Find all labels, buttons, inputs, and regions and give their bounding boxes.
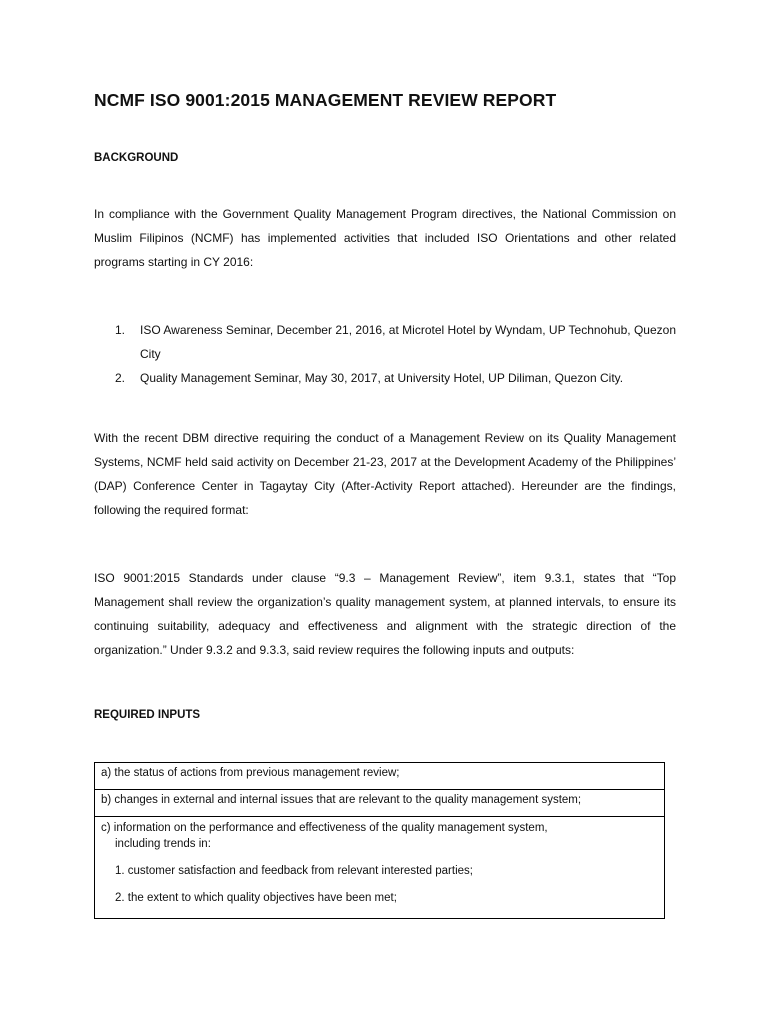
list-item-text: ISO Awareness Seminar, December 21, 2016, at Microtel Hotel by Wyndam, UP Technohub, Quezon City [140,323,676,361]
table-row [95,790,665,817]
table-row [95,763,665,790]
table-cell-input-a: a) the status of actions from previous management review; [95,763,665,790]
input-c-sub-item: 1. customer satisfaction and feedback from relevant interested parties; [115,865,473,877]
table-cell-input-c [95,817,665,919]
required-inputs-heading: REQUIRED INPUTS [94,709,201,721]
activities-list [115,318,676,390]
input-c-sub-item: 2. the extent to which quality objectives have been met; [115,892,397,904]
review-paragraph: With the recent DBM directive requiring the conduct of a Management Review on its Quality Management Systems, NCMF held said activity on December 21-23, 2017 at the Development Academy of the Philippines’ (DAP) Conference Center in Tagaytay City (After-Activity Report attached). Hereunder are the findings, following the required format: [94,431,676,517]
required-inputs-table [94,762,665,919]
list-item-number: 2. [115,371,126,385]
list-item [115,318,676,366]
input-c-main-text: c) information on the performance and effectiveness of the quality management system, [101,822,548,834]
list-item [115,366,676,390]
document-title: NCMF ISO 9001:2015 MANAGEMENT REVIEW REPORT [94,90,557,110]
input-c-continuation-text: including trends in: [115,838,211,850]
table-row [95,817,665,919]
list-item-number: 1. [115,323,126,337]
table-cell-input-b: b) changes in external and internal issues that are relevant to the quality management system; [95,790,665,817]
standards-paragraph: ISO 9001:2015 Standards under clause “9.3 – Management Review”, item 9.3.1, states that “Top Management shall review the organization’s quality management system, at planned intervals, to ensure its continuing suitability, adequacy and effectiveness and alignment with the strategic direction of the organization.” Under 9.3.2 and 9.3.3, said review requires the following inputs and outputs: [94,571,676,657]
list-item-text: Quality Management Seminar, May 30, 2017, at University Hotel, UP Diliman, Quezon City. [140,371,624,385]
background-paragraph: In compliance with the Government Quality Management Program directives, the National Commission on Muslim Filipinos (NCMF) has implemented activities that included ISO Orientations and other related programs starting in CY 2016: [94,207,676,269]
background-heading: BACKGROUND [94,152,179,164]
